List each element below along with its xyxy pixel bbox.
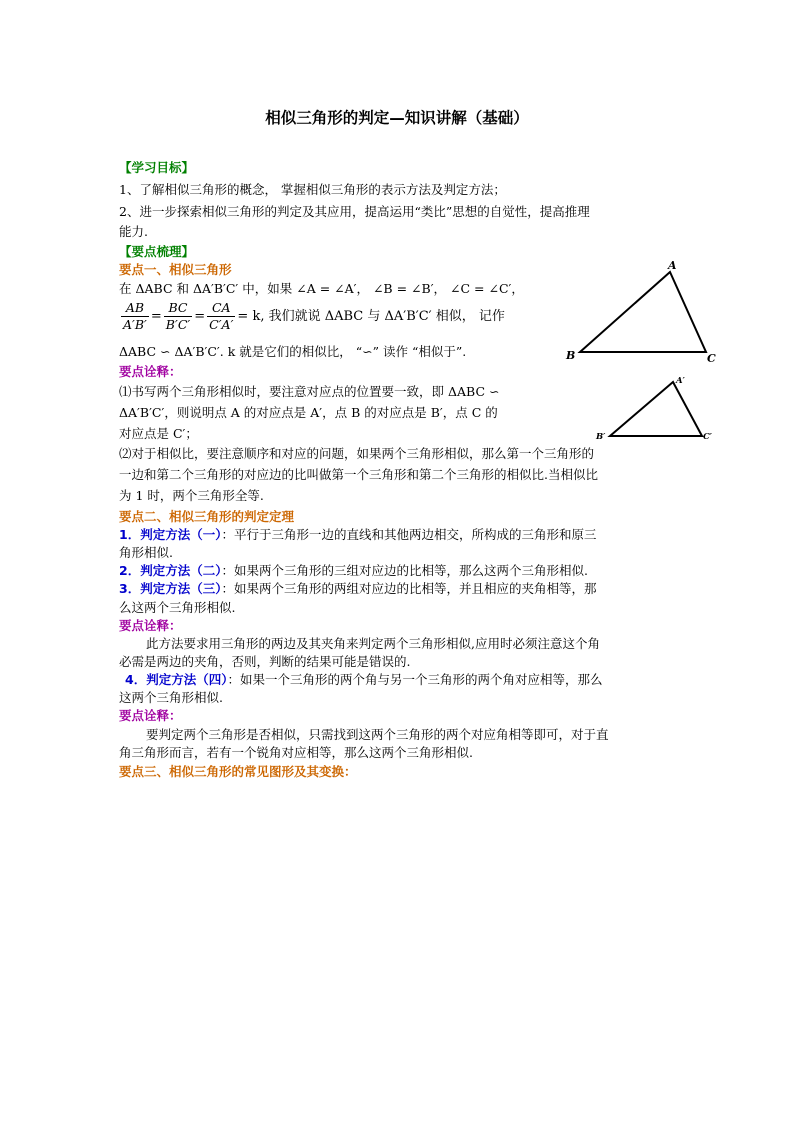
note-2-line-2: 一边和第二个三角形的对应边的比叫做第一个三角形和第二个三角形的相似比.当相似比 bbox=[119, 467, 598, 482]
method-1-label: 1．判定方法（一） bbox=[119, 527, 222, 542]
definition-fraction-line: $\frac{AB}{A'B'}$ = $\frac{BC}{B'C'}$ = $\frac{CA}{C'A'}$ = k, 我们就说 ΔABC 与 ΔA′B′C′ 相似， 记作 bbox=[123, 300, 505, 332]
ratio-ca-den: C′A′ bbox=[209, 317, 234, 332]
vertex-b-prime-label: B′ bbox=[596, 432, 606, 442]
note-1-line-3: 对应点是 C′； bbox=[119, 426, 198, 441]
method-1-line-1 bbox=[119, 527, 596, 543]
note-1-line-1: ⑴书写两个三角形相似时，要注意对应点的位置要一致，即 ΔABC ∽ bbox=[119, 384, 500, 399]
vertex-a-label: A bbox=[668, 259, 677, 272]
method-4-label: 4．判定方法（四） bbox=[125, 672, 228, 687]
ratio-ca bbox=[207, 300, 235, 333]
note-2-line-1: ⑵对于相似比，要注意顺序和对应的问题，如果两个三角形相似，那么第一个三角形的 bbox=[119, 446, 595, 461]
vertex-c-prime-label: C′ bbox=[703, 432, 713, 442]
method-3-text: ：如果两个三角形的两组对应边的比相等，并且相应的夹角相等，那 bbox=[221, 581, 597, 596]
ratio-ca-num: CA bbox=[207, 300, 235, 317]
note-2-line-3: 为 1 时，两个三角形全等. bbox=[119, 488, 264, 503]
method-1-text: ：平行于三角形一边的直线和其他两边相交，所构成的三角形和原三 bbox=[221, 527, 597, 542]
goal-1: 1、了解相似三角形的概念， 掌握相似三角形的表示方法及判定方法； bbox=[119, 182, 506, 197]
ratio-ab-num: AB bbox=[121, 300, 149, 317]
definition-line-3: ΔABC ∽ ΔA′B′C′. k 就是它们的相似比， “∽” 读作 “相似于”. bbox=[119, 344, 467, 359]
note-4-line-1: 要判定两个三角形是否相似，只需找到这两个三角形的两个对应角相等即可，对于直 bbox=[146, 727, 609, 742]
ratio-bc bbox=[164, 300, 192, 333]
goal-2-line-1: 2、进一步探索相似三角形的判定及其应用，提高运用“类比”思想的自觉性，提高推理 bbox=[119, 204, 590, 219]
note-label-2: 要点诠释： bbox=[119, 618, 182, 633]
vertex-a-prime-label: A′ bbox=[676, 376, 685, 386]
triangle-a1b1c1 bbox=[610, 382, 702, 436]
method-2-line bbox=[119, 563, 588, 579]
triangle-a1b1c1-figure bbox=[590, 370, 725, 448]
method-2-label: 2．判定方法（二） bbox=[119, 563, 222, 578]
definition-line-1: 在 ΔABC 和 ΔA′B′C′ 中，如果 ∠A = ∠A′， ∠B = ∠B′， ∠C = ∠C′， bbox=[119, 281, 524, 296]
note-3-line-1: 此方法要求用三角形的两边及其夹角来判定两个三角形相似,应用时必须注意这个角 bbox=[146, 636, 600, 651]
method-1-line-2: 角形相似. bbox=[119, 545, 173, 560]
ratio-ab bbox=[121, 300, 149, 333]
note-label-1: 要点诠释： bbox=[119, 364, 182, 379]
point-3-header: 要点三、相似三角形的常见图形及其变换： bbox=[119, 764, 357, 779]
method-4-line-2: 这两个三角形相似. bbox=[119, 690, 223, 705]
ratio-bc-num: BC bbox=[164, 300, 192, 317]
note-4-line-2: 角三角形而言，若有一个锐角对应相等，那么这两个三角形相似. bbox=[119, 745, 473, 760]
method-4-line-1 bbox=[125, 672, 602, 688]
definition-line-2-tail: = k, 我们就说 ΔABC 与 ΔA′B′C′ 相似， 记作 bbox=[237, 308, 505, 324]
triangle-abc-figure bbox=[560, 258, 730, 368]
ratio-bc-den: B′C′ bbox=[165, 317, 191, 332]
method-2-text: ：如果两个三角形的三组对应边的比相等，那么这两个三角形相似. bbox=[221, 563, 588, 578]
note-label-3: 要点诠释： bbox=[119, 708, 182, 723]
vertex-b-label: B bbox=[566, 349, 576, 362]
note-1-line-2: ΔA′B′C′，则说明点 A 的对应点是 A′，点 B 的对应点是 B′，点 C 的 bbox=[119, 405, 498, 420]
point-1-header: 要点一、相似三角形 bbox=[119, 262, 232, 277]
vertex-c-label: C bbox=[707, 352, 716, 365]
goal-2-line-2: 能力. bbox=[119, 224, 148, 239]
method-3-line-2: 么这两个三角形相似. bbox=[119, 600, 236, 615]
ratio-ab-den: A′B′ bbox=[123, 317, 147, 332]
key-points-header: 【要点梳理】 bbox=[119, 244, 195, 259]
point-2-header: 要点二、相似三角形的判定定理 bbox=[119, 509, 295, 524]
method-3-label: 3．判定方法（三） bbox=[119, 581, 222, 596]
page-title: 相似三角形的判定—知识讲解（基础） bbox=[265, 109, 529, 127]
learning-goals-header: 【学习目标】 bbox=[119, 160, 195, 175]
method-3-line-1 bbox=[119, 581, 596, 597]
triangle-abc bbox=[580, 272, 706, 352]
method-4-text: ：如果一个三角形的两个角与另一个三角形的两个角对应相等，那么 bbox=[227, 672, 603, 687]
note-3-line-2: 必需是两边的夹角，否则，判断的结果可能是错误的. bbox=[119, 654, 411, 669]
